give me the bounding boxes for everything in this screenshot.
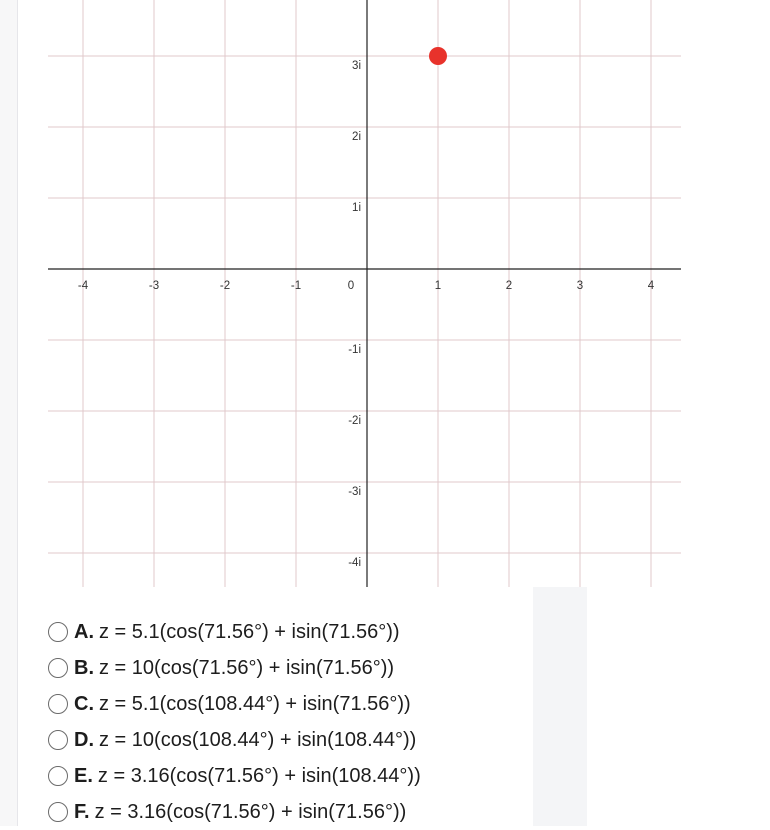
x-tick-label: -1 [290, 280, 302, 292]
choice-a[interactable] [48, 614, 421, 650]
x-tick-label: -4 [77, 280, 89, 292]
radio-button-icon[interactable] [48, 694, 68, 714]
side-panel [533, 587, 587, 826]
x-tick-label: -2 [219, 280, 231, 292]
x-tick-label: 2 [505, 280, 513, 292]
choice-letter: B. [74, 656, 94, 679]
radio-button-icon[interactable] [48, 658, 68, 678]
choice-b[interactable] [48, 650, 421, 686]
y-tick-label: 3i [352, 60, 361, 72]
radio-button-icon[interactable] [48, 730, 68, 750]
radio-button-icon[interactable] [48, 622, 68, 642]
y-tick-label: 2i [352, 131, 361, 143]
y-tick-label: -1i [348, 344, 361, 356]
y-tick-label: 1i [352, 202, 361, 214]
answer-choices [48, 614, 421, 830]
choice-letter: D. [74, 728, 94, 751]
choice-text: z = 10(cos(108.44°) + isin(108.44°)) [99, 728, 417, 751]
choice-e[interactable] [48, 758, 421, 794]
choice-text: z = 5.1(cos(71.56°) + isin(71.56°)) [99, 620, 400, 643]
x-tick-label: 1 [434, 280, 442, 292]
x-tick-label: 4 [647, 280, 655, 292]
choice-text: z = 10(cos(71.56°) + isin(71.56°)) [99, 656, 395, 679]
x-tick-label: -3 [148, 280, 160, 292]
choice-text: z = 5.1(cos(108.44°) + isin(71.56°)) [99, 692, 411, 715]
y-tick-label: -3i [348, 486, 361, 498]
choice-text: z = 3.16(cos(71.56°) + isin(108.44°)) [97, 764, 421, 787]
x-tick-label: 3 [576, 280, 584, 292]
choice-d[interactable] [48, 722, 421, 758]
choice-letter: E. [74, 764, 93, 787]
x-tick-label: 0 [347, 280, 355, 292]
choice-letter: A. [74, 620, 94, 643]
choice-letter: F. [74, 800, 90, 823]
choice-text: z = 3.16(cos(71.56°) + isin(71.56°)) [94, 800, 407, 823]
plotted-point [429, 47, 447, 65]
y-tick-label: -2i [348, 415, 361, 427]
choice-letter: C. [74, 692, 94, 715]
radio-button-icon[interactable] [48, 766, 68, 786]
radio-button-icon[interactable] [48, 802, 68, 822]
choice-c[interactable] [48, 686, 421, 722]
choice-f[interactable] [48, 794, 421, 830]
y-tick-label: -4i [348, 557, 361, 569]
